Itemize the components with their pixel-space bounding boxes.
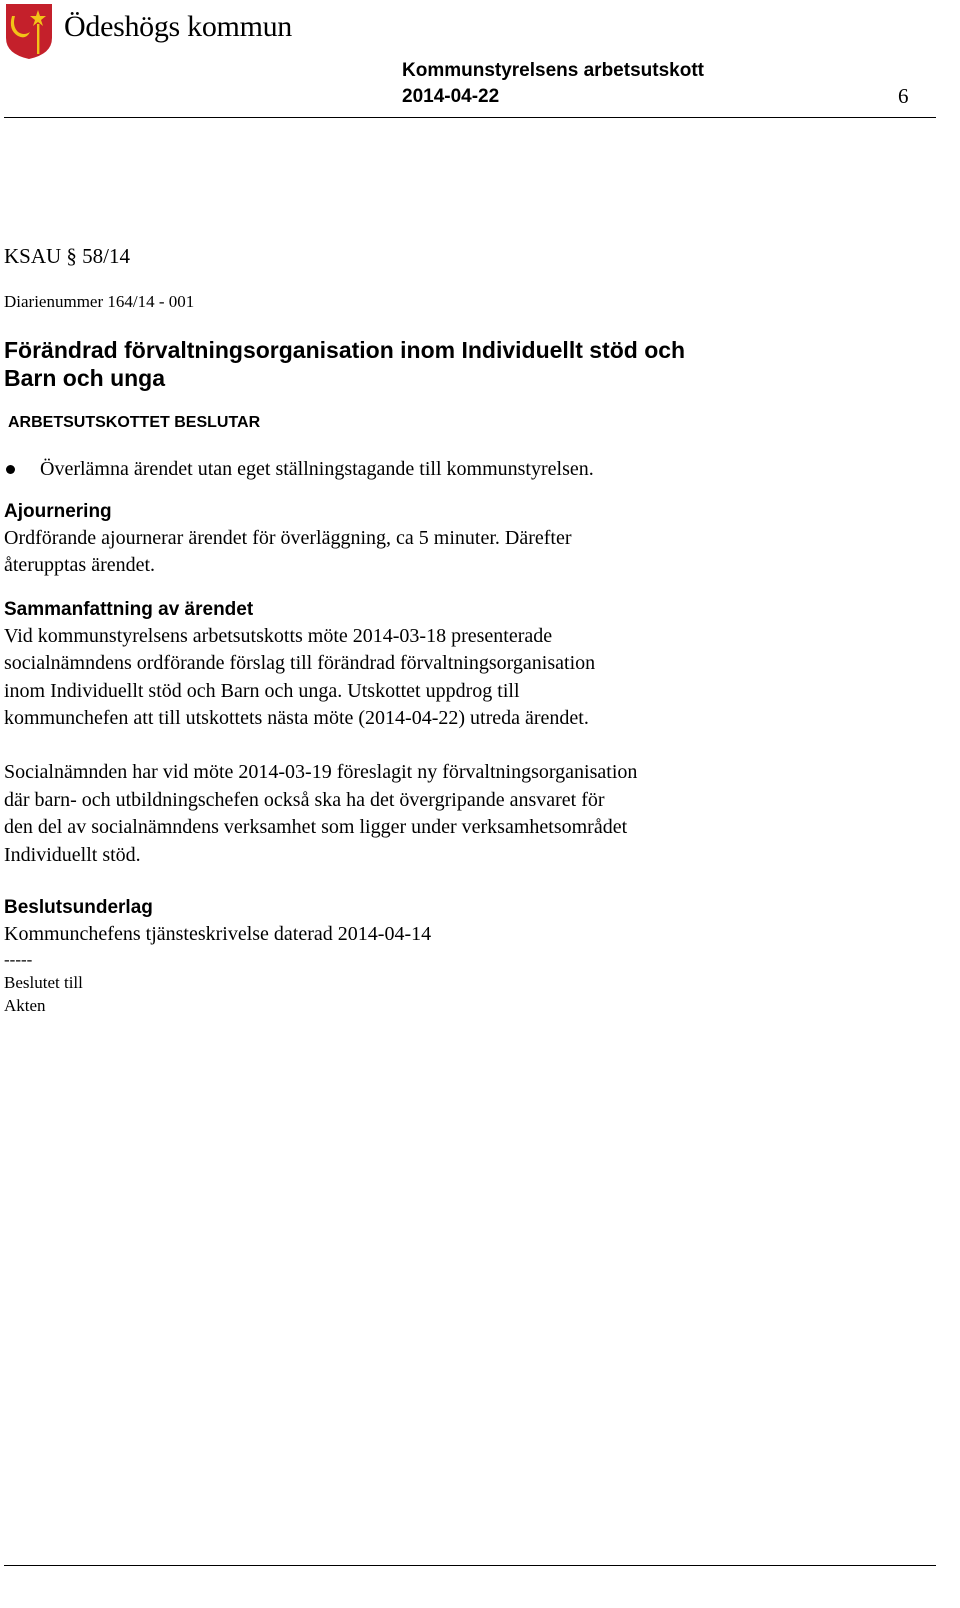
summary-section (4, 597, 904, 869)
committee-name: Kommunstyrelsens arbetsutskott (402, 60, 704, 81)
adjournment-text-line: Ordförande ajournerar ärendet för överläggning, ca 5 minuter. Därefter (4, 527, 572, 549)
adjournment-text-line: återupptas ärendet. (4, 554, 156, 577)
summary-text-line: socialnämndens ordförande förslag till förändrad förvaltningsorganisation (4, 652, 596, 675)
case-title (4, 336, 904, 392)
decision-basis-section (4, 895, 904, 1017)
adjournment-heading: Ajournering (4, 501, 112, 522)
decision-item (4, 456, 904, 483)
diary-number: Diarienummer 164/14 - 001 (4, 292, 195, 311)
distribution-label: Beslutet till (4, 973, 83, 993)
decision-basis-heading: Beslutsunderlag (4, 897, 153, 919)
distribution-recipient: Akten (4, 996, 46, 1016)
summary-text-line: Individuellt stöd. (4, 843, 141, 866)
separator-line: ----- (4, 950, 33, 970)
municipal-coat-of-arms-logo (4, 2, 54, 60)
page-number: 6 (898, 84, 909, 108)
summary-text-line: där barn- och utbildningschefen också ska ha det övergripande ansvaret för (4, 788, 605, 811)
meeting-date: 2014-04-22 (402, 86, 500, 107)
case-paragraph-number: KSAU § 58/14 (4, 244, 131, 268)
summary-text-line: kommunchefen att till utskottets nästa möte (2014-04-22) utreda ärendet. (4, 707, 589, 730)
bullet-icon (6, 465, 15, 474)
summary-text-line: inom Individuellt stöd och Barn och unga. Utskottet uppdrog till (4, 679, 520, 702)
summary-text-line: Vid kommunstyrelsens arbetsutskotts möte 2014-03-18 presenterade (4, 624, 553, 647)
header-divider (4, 117, 936, 118)
footer-divider (4, 1565, 936, 1566)
summary-text-line: Socialnämnden har vid möte 2014-03-19 föreslagit ny förvaltningsorganisation (4, 761, 638, 784)
decision-heading: ARBETSUTSKOTTET BESLUTAR (8, 414, 261, 431)
document-body (4, 241, 904, 1017)
case-title-line: Barn och unga (4, 365, 166, 391)
decision-item-text: Överlämna ärendet utan eget ställningstagande till kommunstyrelsen. (40, 458, 594, 480)
adjournment-section (4, 499, 904, 580)
decision-basis-text: Kommunchefens tjänsteskrivelse daterad 2014-04-14 (4, 923, 432, 946)
summary-text-line: den del av socialnämndens verksamhet som ligger under verksamhetsområdet (4, 816, 628, 839)
case-title-line: Förändrad förvaltningsorganisation inom Individuellt stöd och (4, 337, 686, 363)
summary-heading: Sammanfattning av ärendet (4, 598, 254, 620)
municipality-name: Ödeshögs kommun (64, 10, 293, 43)
